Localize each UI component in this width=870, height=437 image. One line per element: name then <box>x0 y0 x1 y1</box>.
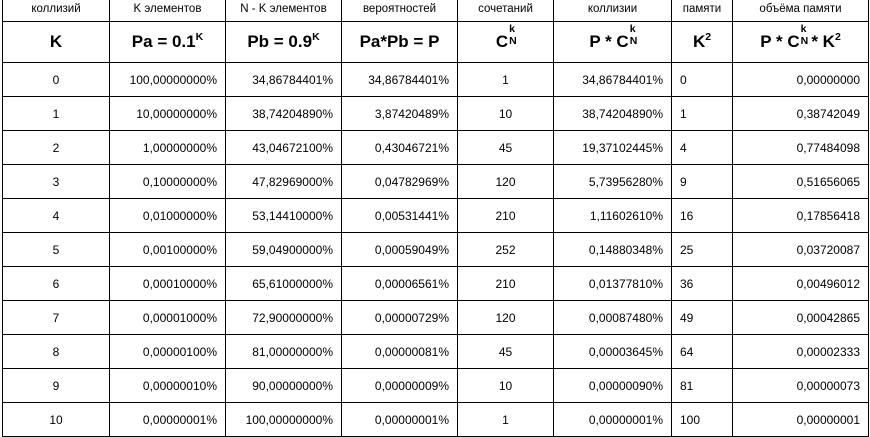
cell-k2: 36 <box>672 267 733 301</box>
cell-ckn: 10 <box>458 369 554 403</box>
cell-pa: 0,00100000% <box>110 233 226 267</box>
header-pb <box>226 22 342 63</box>
header-k2-text: K <box>692 32 706 51</box>
cell-memory: 0,77484098 <box>733 131 869 165</box>
cell-pa: 100,00000000% <box>110 63 226 97</box>
header-pa <box>110 22 226 63</box>
table-row <box>3 403 869 437</box>
table-row <box>3 165 869 199</box>
cell-pckn: 0,01377810% <box>554 267 672 301</box>
subheader-cell: вероятностей <box>342 0 458 22</box>
subheader-cell: коллизий <box>3 0 110 22</box>
table-row <box>3 97 869 131</box>
cell-pa: 0,00000100% <box>110 335 226 369</box>
cell-pa: 0,01000000% <box>110 199 226 233</box>
cell-papb: 0,00000009% <box>342 369 458 403</box>
subheader-cell: K элементов <box>110 0 226 22</box>
subheader-cell: коллизии <box>554 0 672 22</box>
cell-k2: 49 <box>672 301 733 335</box>
cell-pa: 0,00000010% <box>110 369 226 403</box>
cell-ckn: 120 <box>458 301 554 335</box>
cell-pckn: 19,37102445% <box>554 131 672 165</box>
cell-ckn: 210 <box>458 267 554 301</box>
header-mem-p: P * C <box>760 32 800 51</box>
cell-papb: 0,00000001% <box>342 403 458 437</box>
cell-pckn: 38,74204890% <box>554 97 672 131</box>
header-mem-n: N <box>800 35 809 47</box>
cell-papb: 0,00006561% <box>342 267 458 301</box>
header-k <box>3 22 110 63</box>
header-pckn <box>554 22 672 63</box>
table-body <box>3 63 869 437</box>
cell-pckn: 34,86784401% <box>554 63 672 97</box>
cell-pb: 100,00000000% <box>226 403 342 437</box>
header-k2 <box>672 22 733 63</box>
subheader-cell: N - K элементов <box>226 0 342 22</box>
cell-k: 4 <box>3 199 110 233</box>
cell-pb: 59,04900000% <box>226 233 342 267</box>
table-row <box>3 63 869 97</box>
header-pckn-p: P * C <box>589 32 629 51</box>
header-papb-text: Pa*Pb = P <box>359 32 440 51</box>
header-pa-text: Pa = 0.1 <box>131 32 196 51</box>
cell-k: 5 <box>3 233 110 267</box>
cell-papb: 0,00000729% <box>342 301 458 335</box>
cell-pb: 81,00000000% <box>226 335 342 369</box>
header-pa-exponent: K <box>195 31 204 43</box>
cell-k2: 9 <box>672 165 733 199</box>
subheader-cell: объёма памяти <box>733 0 869 22</box>
cell-papb: 0,00531441% <box>342 199 458 233</box>
cell-pb: 65,61000000% <box>226 267 342 301</box>
cell-pb: 38,74204890% <box>226 97 342 131</box>
cell-pa: 0,00000001% <box>110 403 226 437</box>
cell-papb: 0,00000081% <box>342 335 458 369</box>
cell-memory: 0,03720087 <box>733 233 869 267</box>
cell-pb: 34,86784401% <box>226 63 342 97</box>
header-pb-exponent: K <box>312 31 320 43</box>
cell-ckn: 252 <box>458 233 554 267</box>
probability-table <box>2 0 869 437</box>
header-mem-rest: * K <box>806 32 835 51</box>
header-ckn-c: C <box>495 32 509 51</box>
table-row <box>3 369 869 403</box>
cell-k: 7 <box>3 301 110 335</box>
cell-ckn: 45 <box>458 335 554 369</box>
cell-pb: 47,82969000% <box>226 165 342 199</box>
table-row <box>3 233 869 267</box>
cell-pa: 10,00000000% <box>110 97 226 131</box>
header-ckn-n: N <box>509 35 517 47</box>
cell-k2: 16 <box>672 199 733 233</box>
cell-k2: 100 <box>672 403 733 437</box>
cell-k: 1 <box>3 97 110 131</box>
subheader-row <box>3 0 869 22</box>
table-row <box>3 199 869 233</box>
header-pb-text: Pb = 0.9 <box>247 32 313 51</box>
table-row <box>3 131 869 165</box>
cell-k: 10 <box>3 403 110 437</box>
cell-ckn: 1 <box>458 403 554 437</box>
cell-pckn: 0,14880348% <box>554 233 672 267</box>
cell-pa: 0,00010000% <box>110 267 226 301</box>
subheader-cell: памяти <box>672 0 733 22</box>
cell-ckn: 210 <box>458 199 554 233</box>
header-row <box>3 22 869 63</box>
cell-pa: 0,10000000% <box>110 165 226 199</box>
cell-papb: 0,00059049% <box>342 233 458 267</box>
header-k2-exponent: 2 <box>705 31 712 43</box>
cell-papb: 3,87420489% <box>342 97 458 131</box>
header-ckn <box>458 22 554 63</box>
cell-k2: 81 <box>672 369 733 403</box>
cell-memory: 0,00000073 <box>733 369 869 403</box>
header-mem-exponent: 2 <box>834 31 841 43</box>
cell-ckn: 1 <box>458 63 554 97</box>
cell-memory: 0,17856418 <box>733 199 869 233</box>
header-pckn-k: k <box>629 23 636 35</box>
header-k-text: K <box>49 32 63 51</box>
cell-k: 2 <box>3 131 110 165</box>
cell-memory: 0,38742049 <box>733 97 869 131</box>
table-row <box>3 267 869 301</box>
cell-pb: 90,00000000% <box>226 369 342 403</box>
cell-k2: 0 <box>672 63 733 97</box>
cell-pckn: 0,00000090% <box>554 369 672 403</box>
cell-memory: 0,00000000 <box>733 63 869 97</box>
cell-pb: 43,04672100% <box>226 131 342 165</box>
cell-memory: 0,00000001 <box>733 403 869 437</box>
cell-memory: 0,51656065 <box>733 165 869 199</box>
cell-pckn: 1,11602610% <box>554 199 672 233</box>
cell-papb: 0,43046721% <box>342 131 458 165</box>
cell-pa: 0,00001000% <box>110 301 226 335</box>
cell-memory: 0,00496012 <box>733 267 869 301</box>
table-row <box>3 301 869 335</box>
cell-pb: 72,90000000% <box>226 301 342 335</box>
cell-k2: 4 <box>672 131 733 165</box>
cell-pa: 1,00000000% <box>110 131 226 165</box>
header-ckn-k: k <box>509 23 515 35</box>
cell-pckn: 5,73956280% <box>554 165 672 199</box>
cell-ckn: 45 <box>458 131 554 165</box>
cell-papb: 34,86784401% <box>342 63 458 97</box>
header-pckn-n: N <box>629 35 638 47</box>
cell-k: 6 <box>3 267 110 301</box>
cell-k: 3 <box>3 165 110 199</box>
cell-pckn: 0,00000001% <box>554 403 672 437</box>
cell-k: 9 <box>3 369 110 403</box>
header-papb <box>342 22 458 63</box>
cell-pckn: 0,00003645% <box>554 335 672 369</box>
cell-ckn: 10 <box>458 97 554 131</box>
cell-k: 8 <box>3 335 110 369</box>
cell-pb: 53,14410000% <box>226 199 342 233</box>
cell-k2: 1 <box>672 97 733 131</box>
table-row <box>3 335 869 369</box>
cell-pckn: 0,00087480% <box>554 301 672 335</box>
cell-ckn: 120 <box>458 165 554 199</box>
cell-k2: 25 <box>672 233 733 267</box>
cell-k: 0 <box>3 63 110 97</box>
cell-k2: 64 <box>672 335 733 369</box>
cell-memory: 0,00042865 <box>733 301 869 335</box>
cell-memory: 0,00002333 <box>733 335 869 369</box>
subheader-cell: сочетаний <box>458 0 554 22</box>
header-memory <box>733 22 869 63</box>
header-mem-k: k <box>800 23 807 35</box>
cell-papb: 0,04782969% <box>342 165 458 199</box>
